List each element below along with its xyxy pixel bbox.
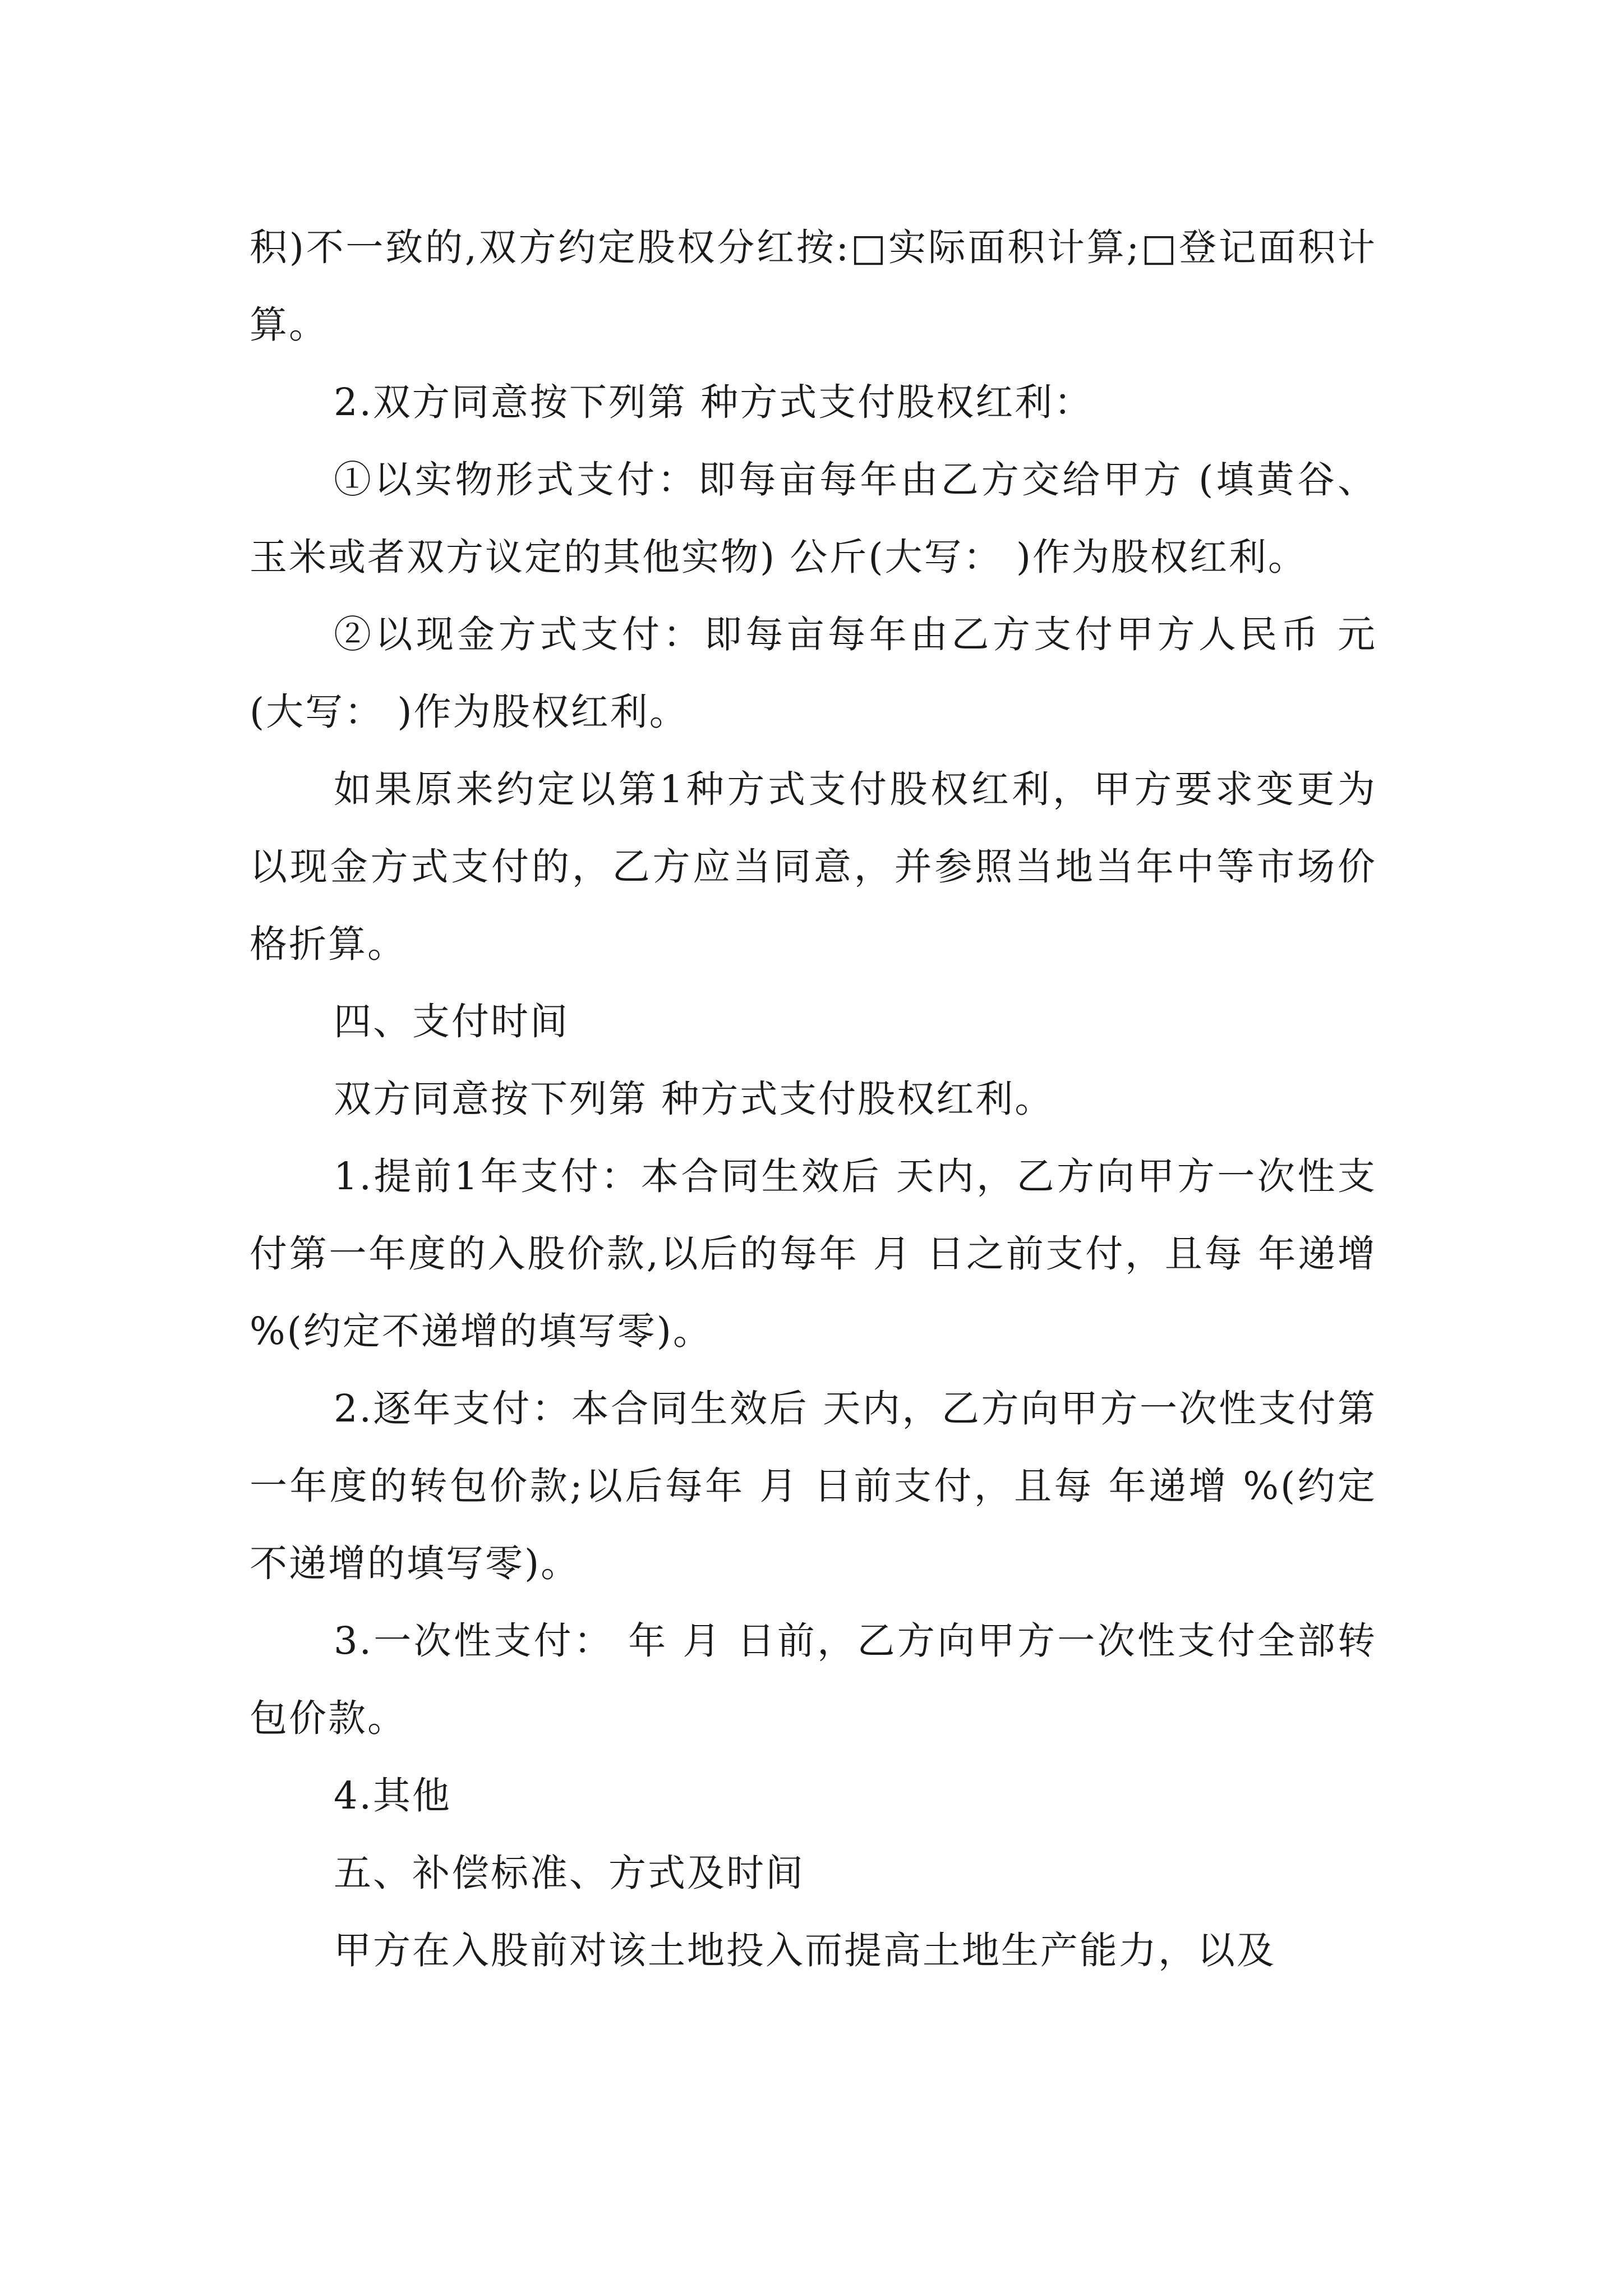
paragraph-area-dividend: 积)不一致的,双方约定股权分红按:□实际面积计算;□登记面积计算。: [250, 226, 1377, 347]
document-body: [250, 209, 1377, 1989]
paragraph-cash-payment: ②以现金方式支付：即每亩每年由乙方支付甲方人民币 元(大写： )作为股权红利。: [250, 613, 1377, 734]
paragraph-payment-time-choice: 双方同意按下列第 种方式支付股权红利。: [334, 1077, 1054, 1121]
paragraph-compensation-intro: 甲方在入股前对该土地投入而提高土地生产能力，以及: [334, 1929, 1276, 1972]
paragraph-in-kind-payment: ①以实物形式支付：即每亩每年由乙方交给甲方 (填黄谷、玉米或者双方议定的其他实物) 公斤(大写： )作为股权红利。: [250, 458, 1377, 579]
paragraph-other: 4.其他: [334, 1774, 451, 1818]
paragraph-annual-payment: 2.逐年支付：本合同生效后 天内，乙方向甲方一次性支付第一年度的转包价款;以后每年 月 日前支付，且每 年递增 %(约定不递增的填写零)。: [250, 1387, 1377, 1585]
paragraph-advance-payment: 1.提前1年支付：本合同生效后 天内，乙方向甲方一次性支付第一年度的入股价款,以后的每年 月 日之前支付，且每 年递增 %(约定不递增的填写零)。: [250, 1154, 1377, 1353]
section-heading-compensation: 五、补偿标准、方式及时间: [334, 1851, 805, 1895]
paragraph-lump-sum-payment: 3.一次性支付： 年 月 日前，乙方向甲方一次性支付全部转包价款。: [250, 1619, 1377, 1740]
paragraph-payment-method: 2.双方同意按下列第 种方式支付股权红利：: [334, 380, 1094, 424]
section-heading-payment-time: 四、支付时间: [334, 1000, 569, 1043]
paragraph-method-change: 如果原来约定以第1种方式支付股权红利，甲方要求变更为以现金方式支付的，乙方应当同意，并参照当地当年中等市场价格折算。: [250, 767, 1377, 966]
